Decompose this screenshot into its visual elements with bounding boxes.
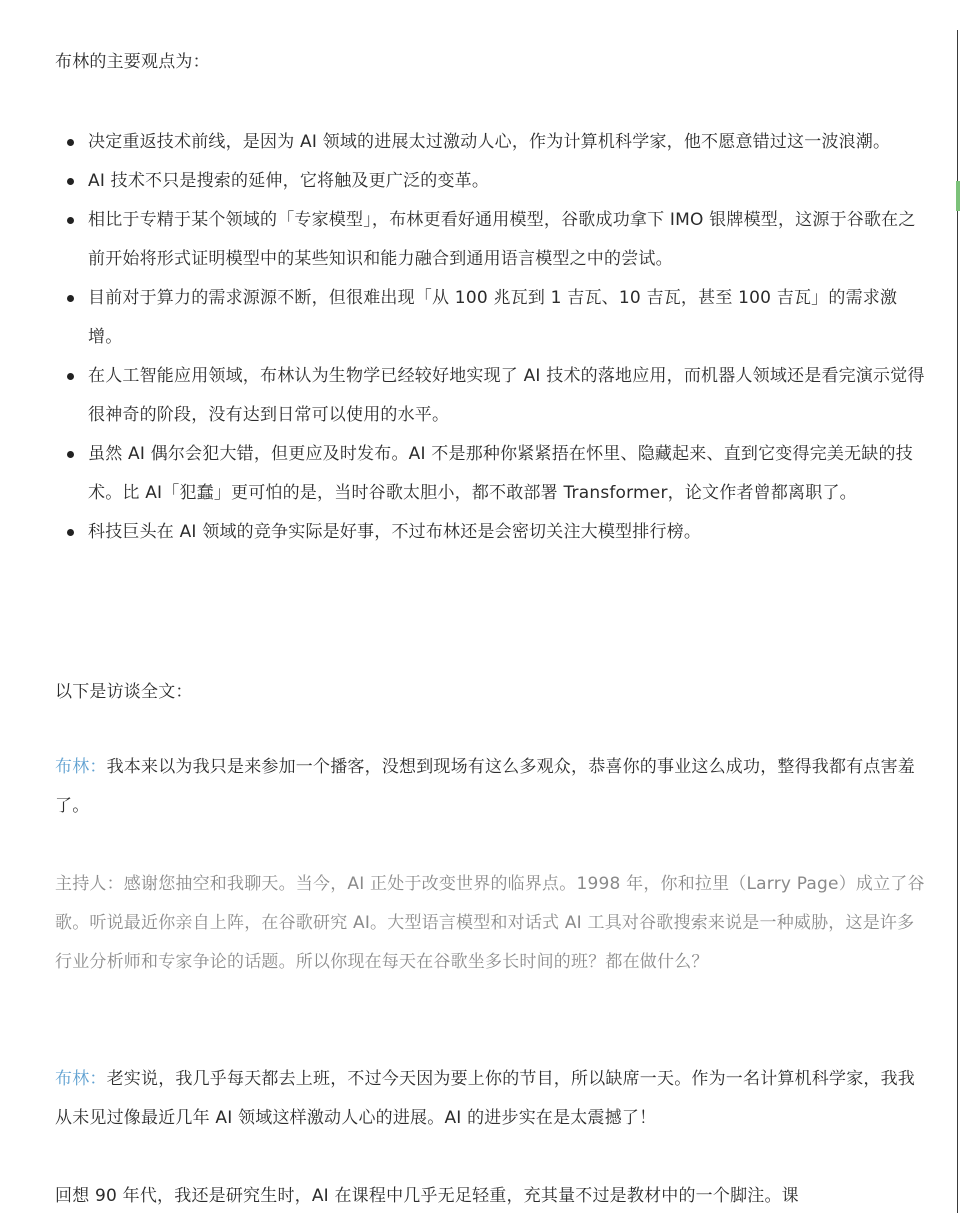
speaker-label: 布林：	[55, 757, 107, 777]
list-item: 目前对于算力的需求源源不断，但很难出现「从 100 兆瓦到 1 吉瓦、10 吉瓦，甚至 100 吉瓦」的需求激增。	[55, 279, 930, 357]
list-item: 决定重返技术前线，是因为 AI 领域的进展太过激动人心，作为计算机科学家，他不愿意错过这一波浪潮。	[55, 123, 930, 162]
dialogue-text: 回想 90 年代，我还是研究生时，AI 在课程中几乎无足轻重，充其量不过是教材中的一个脚注。课	[55, 1186, 799, 1206]
scroll-position-indicator[interactable]	[956, 181, 960, 211]
list-item: 虽然 AI 偶尔会犯大错，但更应及时发布。AI 不是那种你紧紧捂在怀里、隐藏起来、直到它变得完美无缺的技术。比 AI「犯蠢」更可怕的是，当时谷歌太胆小，都不敢部署 Transformer，论文作者曾都离职了。	[55, 435, 930, 513]
dialogue-text: 主持人：感谢您抽空和我聊天。当今，AI 正处于改变世界的临界点。1998 年，你和拉里（Larry Page）成立了谷歌。听说最近你亲自上阵，在谷歌研究 AI。大型语言模型和对话式 AI 工具对谷歌搜索来说是一种威胁，这是许多行业分析师和专家争论的话题。所以你现在每天在谷歌坐多长时间的班？都在做什么？	[55, 874, 925, 972]
transcript-heading: 以下是访谈全文：	[55, 682, 193, 702]
speaker-label: 布林：	[55, 1069, 107, 1089]
bullet-icon	[67, 178, 74, 185]
list-item: 科技巨头在 AI 领域的竞争实际是好事，不过布林还是会密切关注大模型排行榜。	[55, 513, 930, 552]
bullet-icon	[67, 529, 74, 536]
dialogue-brin-2	[55, 1060, 930, 1138]
list-item: 相比于专精于某个领域的「专家模型」，布林更看好通用模型，谷歌成功拿下 IMO 银牌模型，这源于谷歌在之前开始将形式证明模型中的某些知识和能力融合到通用语言模型之中的尝试。	[55, 201, 930, 279]
bullet-icon	[67, 139, 74, 146]
dialogue-text: 老实说，我几乎每天都去上班，不过今天因为要上你的节目，所以缺席一天。作为一名计算机科学家，我我从未见过像最近几年 AI 领域这样激动人心的进展。AI 的进步实在是太震撼了！	[55, 1069, 916, 1128]
dialogue-brin-1	[55, 748, 930, 826]
dialogue-text: 我本来以为我只是来参加一个播客，没想到现场有这么多观众，恭喜你的事业这么成功，整得我都有点害羞了。	[55, 757, 916, 816]
dialogue-brin-3	[55, 1177, 930, 1216]
list-item: AI 技术不只是搜索的延伸，它将触及更广泛的变革。	[55, 162, 930, 201]
bullet-icon	[67, 217, 74, 224]
bullet-icon	[67, 451, 74, 458]
list-item: 在人工智能应用领域，布林认为生物学已经较好地实现了 AI 技术的落地应用，而机器人领域还是看完演示觉得很神奇的阶段，没有达到日常可以使用的水平。	[55, 357, 930, 435]
key-points-list	[55, 123, 930, 552]
bullet-icon	[67, 295, 74, 302]
dialogue-host-1	[55, 865, 930, 982]
bullet-icon	[67, 373, 74, 380]
key-points-intro: 布林的主要观点为：	[55, 52, 210, 72]
